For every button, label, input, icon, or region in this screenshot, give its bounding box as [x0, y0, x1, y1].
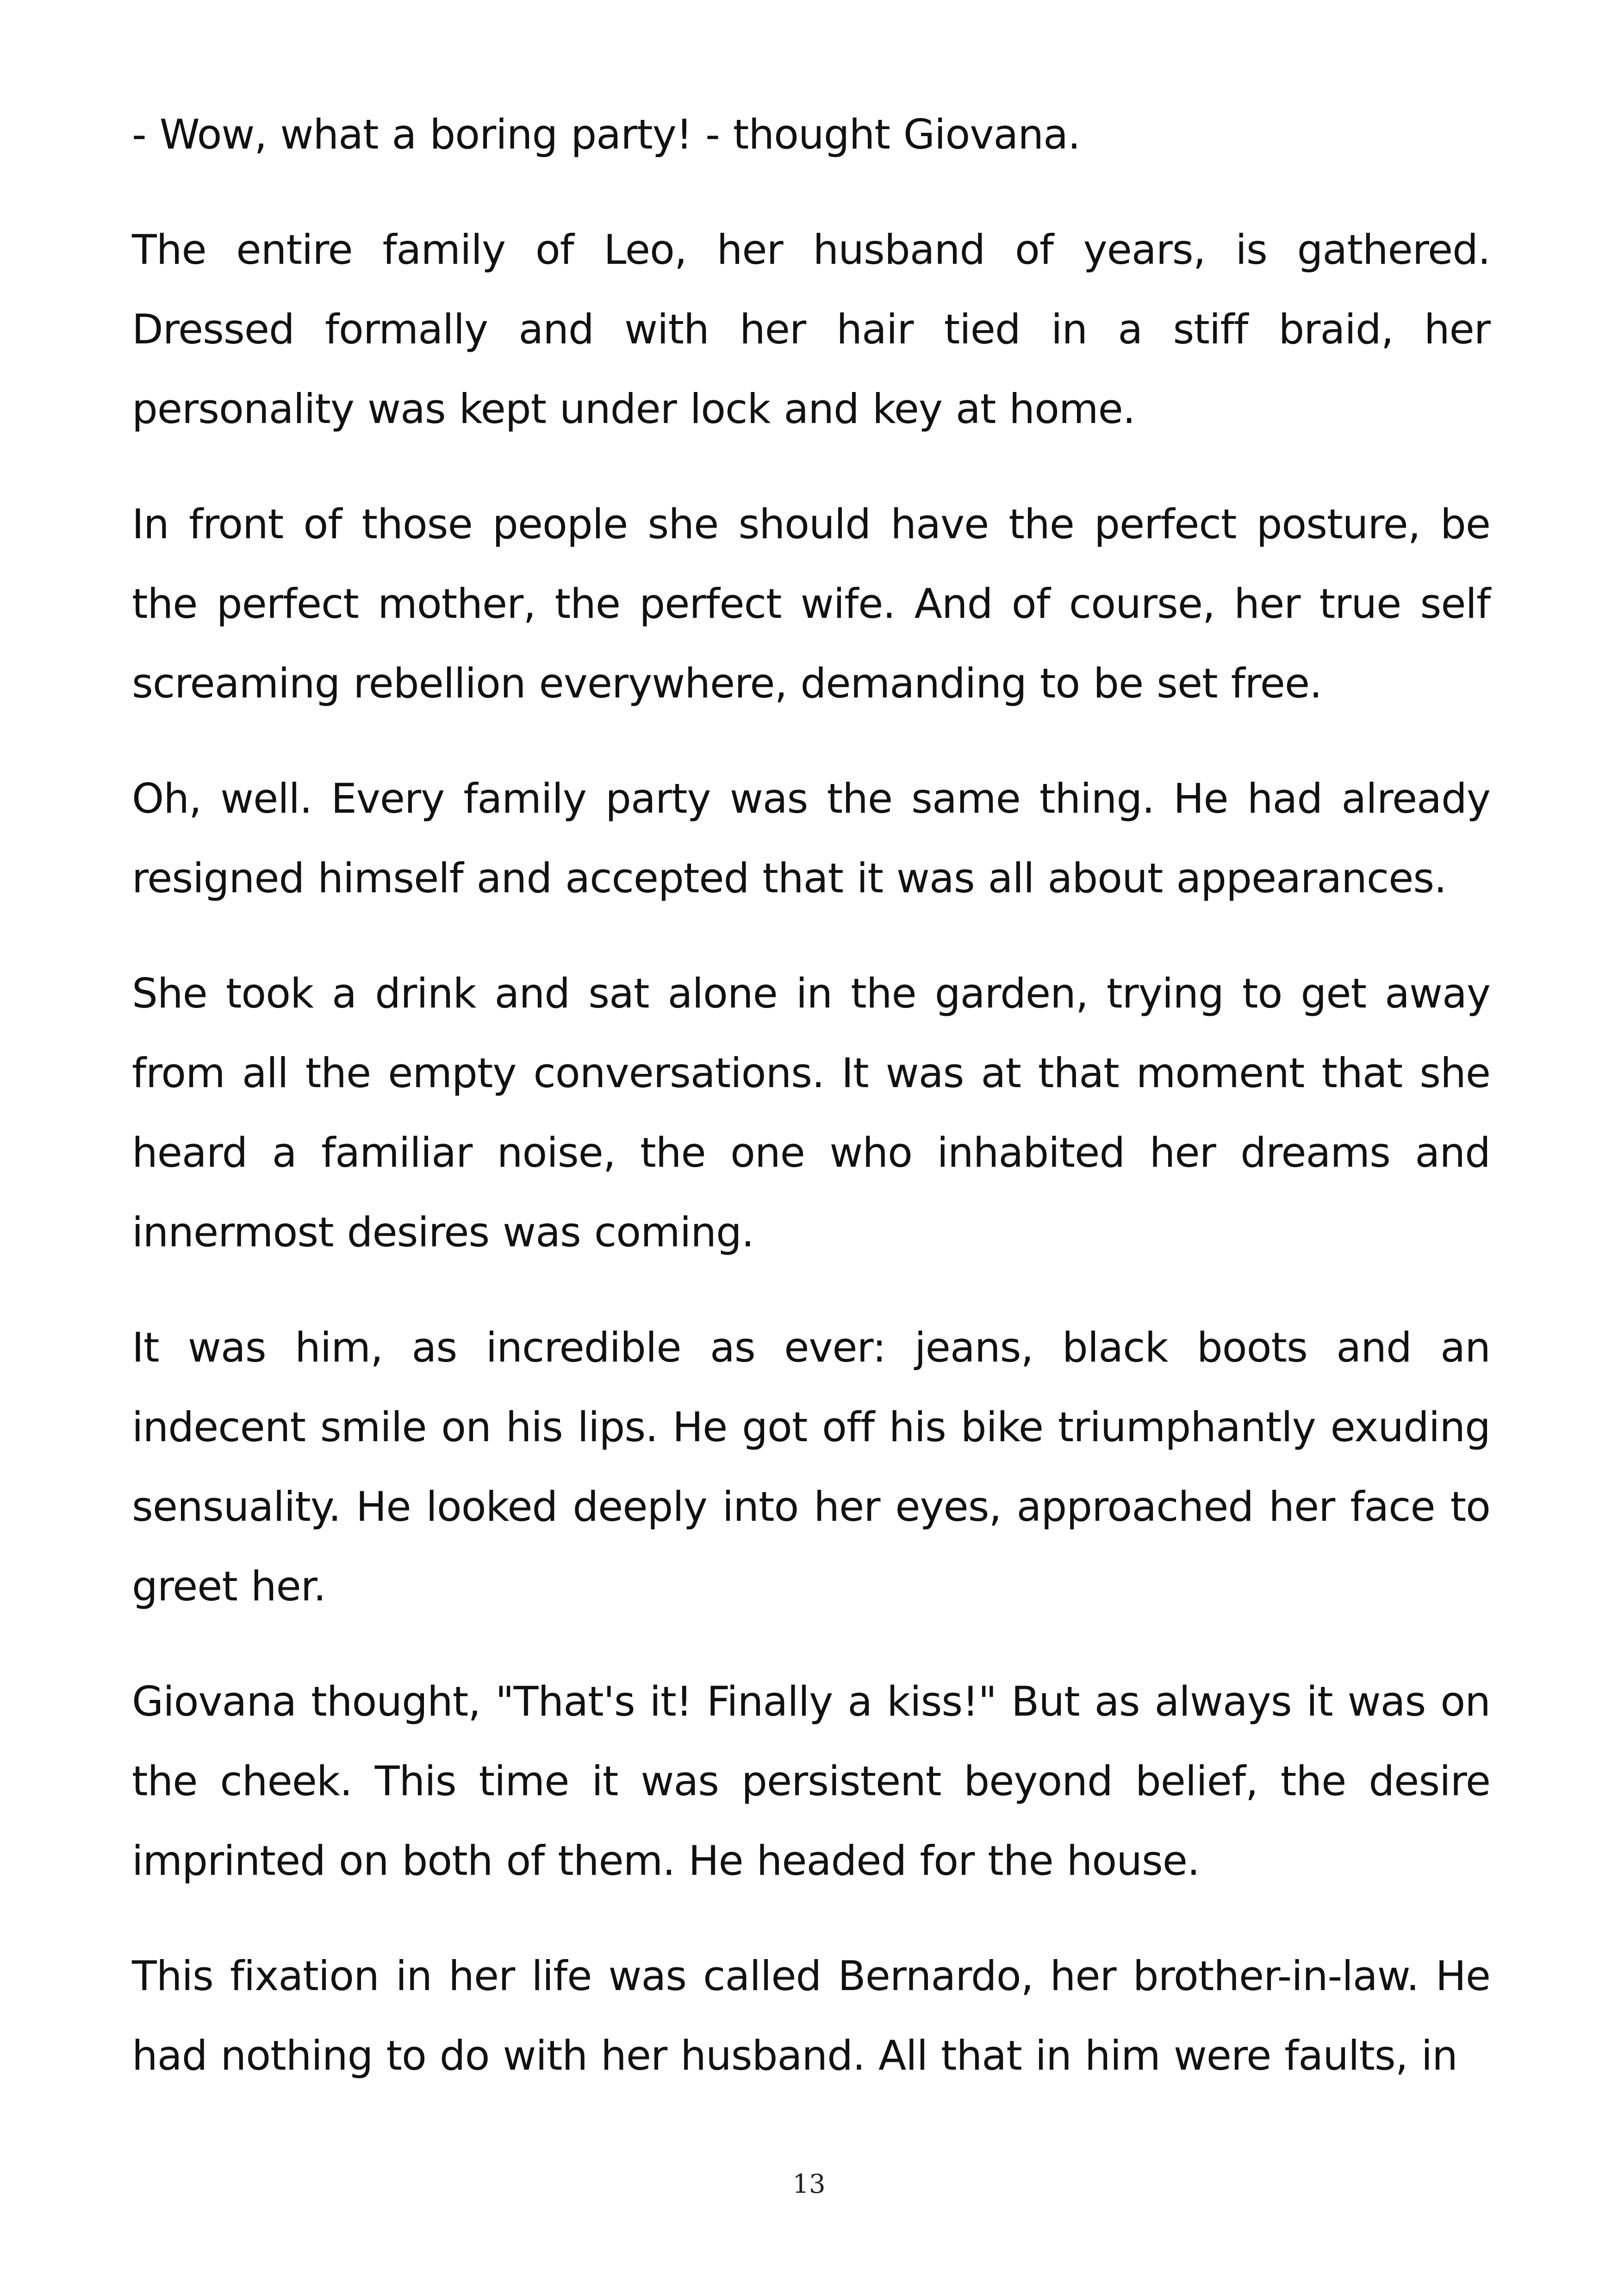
body-text [132, 95, 1490, 2131]
paragraph-2: The entire family of Leo, her husband of years, is gathered. Dressed formally and with her hair tied in a stiff braid, her personality was kept under lock and key at home. [132, 226, 1490, 433]
paragraph-5: She took a drink and sat alone in the garden, trying to get away from all the empty conversations. It was at that moment that she heard a familiar noise, the one who inhabited her dreams and innermost desires was coming. [132, 970, 1490, 1256]
paragraph-3: In front of those people she should have the perfect posture, be the perfect mother, the perfect wife. And of course, her true self screaming rebellion everywhere, demanding to be set free. [132, 500, 1490, 707]
paragraph-6: It was him, as incredible as ever: jeans, black boots and an indecent smile on his lips. He got off his bike triumphantly exuding sensuality. He looked deeply into her eyes, approached her face to greet her. [132, 1324, 1490, 1610]
paragraph-1: - Wow, what a boring party! - thought Giovana. [132, 111, 1080, 158]
paragraph-4: Oh, well. Every family party was the same thing. He had already resigned himself and accepted that it was all about appearances. [132, 775, 1490, 902]
paragraph-7: Giovana thought, "That's it! Finally a kiss!" But as always it was on the cheek. This time it was persistent beyond belief, the desire imprinted on both of them. He headed for the house. [132, 1678, 1490, 1885]
page-number: 13 [792, 2169, 826, 2199]
paragraph-8: This fixation in her life was called Bernardo, her brother-in-law. He had nothing to do with her husband. All that in him were faults, in [132, 1952, 1490, 2079]
